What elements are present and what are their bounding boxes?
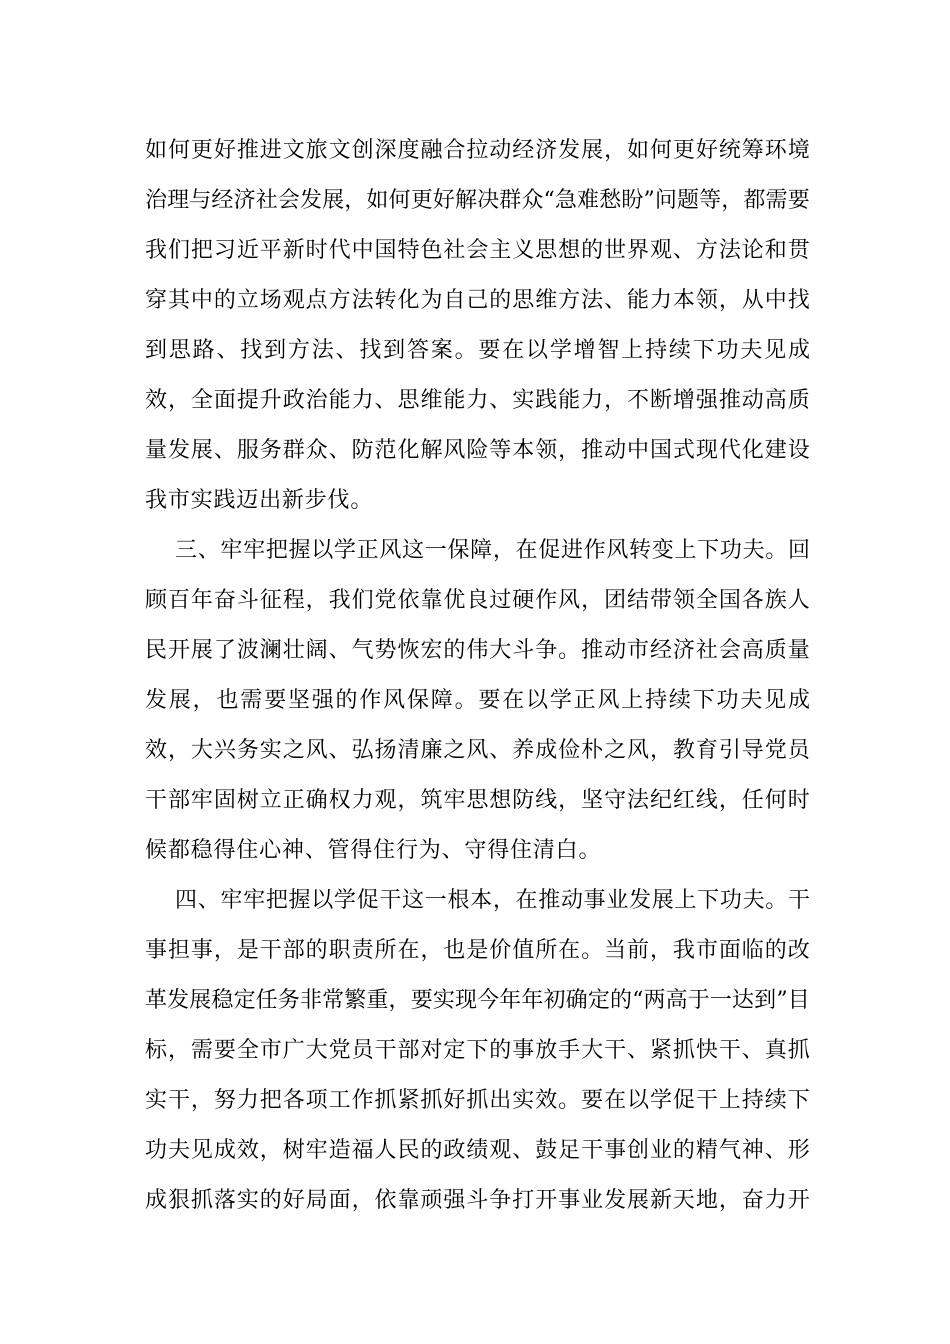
body-text xyxy=(145,126,810,1226)
text-line: 革 发 展 稳 定 任 务 非 常 繁 重 ， 要 实 现 今 年 年 初 确 定 的 “ 两 高 于 一 达 到 ” 目 xyxy=(145,988,810,1013)
text-line: 功 夫 见 成 效 ， 树 牢 造 福 人 民 的 政 绩 观 、 鼓 足 干 事 创 业 的 精 气 神 、 形 xyxy=(145,1138,810,1163)
text-line: 效 ， 大 兴 务 实 之 风 、 弘 扬 清 廉 之 风 、 养 成 俭 朴 之 风 ， 教 育 引 导 党 员 xyxy=(145,738,810,763)
text-line: 到 思 路 、 找 到 方 法 、 找 到 答 案 。 要 在 以 学 增 智 上 持 续 下 功 夫 见 成 xyxy=(145,338,810,363)
text-line: 实 干 ， 努 力 把 各 项 工 作 抓 紧 抓 好 抓 出 实 效 。 要 在 以 学 促 干 上 持 续 下 xyxy=(145,1088,810,1113)
text-line: 四 、 牢 牢 把 握 以 学 促 干 这 一 根 本 ， 在 推 动 事 业 发 展 上 下 功 夫 。 干 xyxy=(175,888,810,913)
text-line: 民 开 展 了 波 澜 壮 阔 、 气 势 恢 宏 的 伟 大 斗 争 。 推 动 市 经 济 社 会 高 质 量 xyxy=(145,638,810,663)
text-line: 候 都 稳 得 住 心 神 、 管 得 住 行 为 、 守 得 住 清 白 。 xyxy=(145,838,601,863)
text-line: 顾 百 年 奋 斗 征 程 ， 我 们 党 依 靠 优 良 过 硬 作 风 ， 团 结 带 领 全 国 各 族 人 xyxy=(145,588,810,613)
text-line: 效 ， 全 面 提 升 政 治 能 力 、 思 维 能 力 、 实 践 能 力 ， 不 断 增 强 推 动 高 质 xyxy=(145,388,810,413)
text-line: 量 发 展 、 服 务 群 众 、 防 范 化 解 风 险 等 本 领 ， 推 动 中 国 式 现 代 化 建 设 xyxy=(145,438,810,463)
text-line: 干 部 牢 固 树 立 正 确 权 力 观 ， 筑 牢 思 想 防 线 ， 坚 守 法 纪 红 线 ， 任 何 时 xyxy=(145,788,810,813)
text-line: 我 市 实 践 迈 出 新 步 伐 。 xyxy=(145,488,373,513)
text-line: 发 展 ， 也 需 要 坚 强 的 作 风 保 障 。 要 在 以 学 正 风 上 持 续 下 功 夫 见 成 xyxy=(145,688,810,713)
text-line: 事 担 事 ， 是 干 部 的 职 责 所 在 ， 也 是 价 值 所 在 。 当 前 ， 我 市 面 临 的 改 xyxy=(145,938,810,963)
text-line: 如 何 更 好 推 进 文 旅 文 创 深 度 融 合 拉 动 经 济 发 展 ， 如 何 更 好 统 筹 环 境 xyxy=(145,138,810,163)
text-line: 我 们 把 习 近 平 新 时 代 中 国 特 色 社 会 主 义 思 想 的 世 界 观 、 方 法 论 和 贯 xyxy=(145,238,810,263)
text-line: 成 狠 抓 落 实 的 好 局 面 ， 依 靠 顽 强 斗 争 打 开 事 业 发 展 新 天 地 ， 奋 力 开 xyxy=(145,1188,810,1213)
text-line: 治 理 与 经 济 社 会 发 展 ， 如 何 更 好 解 决 群 众 “ 急 难 愁 盼 ” 问 题 等 ， 都 需 要 xyxy=(145,188,810,213)
text-line: 三 、 牢 牢 把 握 以 学 正 风 这 一 保 障 ， 在 促 进 作 风 转 变 上 下 功 夫 。 回 xyxy=(175,538,810,563)
text-line: 标 ， 需 要 全 市 广 大 党 员 干 部 对 定 下 的 事 放 手 大 干 、 紧 抓 快 干 、 真 抓 xyxy=(145,1038,810,1063)
text-line: 穿 其 中 的 立 场 观 点 方 法 转 化 为 自 己 的 思 维 方 法 、 能 力 本 领 ， 从 中 找 xyxy=(145,288,810,313)
